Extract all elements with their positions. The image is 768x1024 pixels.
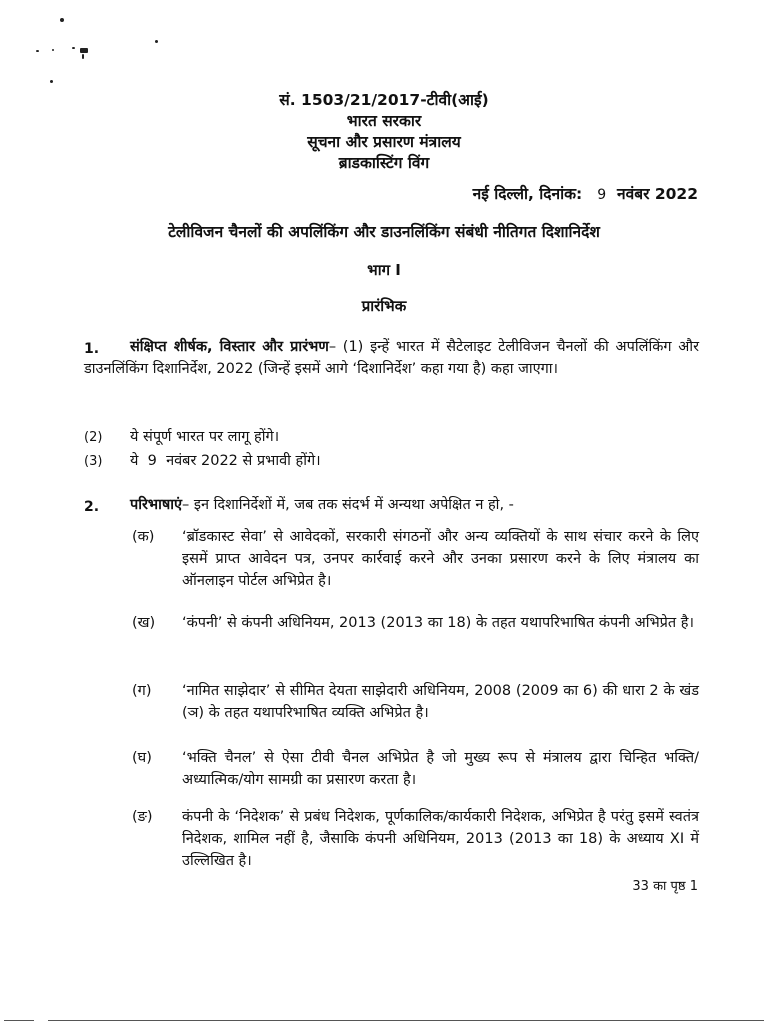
government-name: भारत सरकार	[346, 112, 422, 130]
clause-heading: परिभाषाएं	[130, 497, 183, 513]
wing-name: ब्राडकास्टिंग विंग	[338, 154, 430, 172]
item-text: ‘नामित साझेदार’ से सीमित देयता साझेदारी अधिनियम, 2008 (2009 का 6) की धारा 2 के खंड (ञ) के तहत यथापरिभाषित व्यक्ति अभिप्रेत है।	[182, 683, 699, 721]
page-number: 33 का पृष्ठ 1	[632, 879, 698, 894]
clause-heading: संक्षिप्त शीर्षक, विस्तार और प्रारंभण	[130, 339, 329, 355]
sub-clause-number: (2)	[84, 430, 103, 445]
document-title: टेलीविजन चैनलों की अपलिंकिंग और डाउनलिंकिंग संबंधी नीतिगत दिशानिर्देश	[168, 223, 600, 241]
item-label: (ग)	[132, 683, 152, 699]
clause-body: – (1) इन्हें भारत में सैटेलाइट टेलीविजन चैनलों की अपलिंकिंग और डाउनलिंकिंग दिशानिर्देश, 2022 (जिन्हें इसमें आगे ‘दिशानिर्देश’ कहा गया है) कहा जाएगा।	[84, 339, 699, 377]
item-text: कंपनी के ‘निदेशक’ से प्रबंध निदेशक, पूर्णकालिक/कार्यकारी निदेशक, अभिप्रेत है परंतु इसमें स्वतंत्र निदेशक, शामिल नहीं है, जैसाकि कंपनी अधिनियम, 2013 (2013 का 18) के अध्याय XI में उल्लिखित है।	[182, 809, 699, 869]
scan-edge-line	[48, 1020, 764, 1021]
clause-body: – इन दिशानिर्देशों में, जब तक संदर्भ में अन्यथा अपेक्षित न हो, -	[182, 497, 514, 513]
place-date	[473, 182, 698, 204]
clause-2-intro	[130, 494, 700, 516]
scan-edge-line	[4, 1020, 34, 1021]
item-text: ‘कंपनी’ से कंपनी अधिनियम, 2013 (2013 का 18) के तहत यथापरिभाषित कंपनी अभिप्रेत है।	[182, 615, 694, 631]
reference-number: सं. 1503/21/2017-टीवी(आई)	[279, 91, 489, 109]
item-label: (ख)	[132, 615, 156, 631]
date-month-year: नवंबर 2022	[617, 185, 698, 203]
sub-clause-text: ये 9 नवंबर 2022 से प्रभावी होंगे।	[130, 453, 321, 469]
item-text: ‘भक्ति चैनल’ से ऐसा टीवी चैनल अभिप्रेत है जो मुख्य रूप से मंत्रालय द्वारा चिन्हित भक्ति/अध्यात्मिक/योग सामग्री का प्रसारण करता है।	[182, 750, 699, 788]
item-label: (ङ)	[132, 809, 153, 825]
ministry-name: सूचना और प्रसारण मंत्रालय	[307, 133, 461, 151]
clause-number: 1.	[84, 341, 100, 357]
letter-header	[0, 90, 768, 174]
place-date-label: नई दिल्ली, दिनांक:	[472, 185, 583, 203]
sub-clause-2	[84, 426, 279, 449]
item-label: (क)	[132, 529, 155, 545]
sub-clause-3	[84, 450, 321, 473]
clause-1-text	[84, 336, 699, 380]
clause-number: 2.	[84, 499, 100, 515]
part-heading: भाग I	[367, 261, 401, 279]
section-title: प्रारंभिक	[361, 297, 407, 315]
item-text: ‘ब्रॉडकास्ट सेवा’ से आवेदकों, सरकारी संगठनों और अन्य व्यक्तियों के साथ संचार करने के लिए इसमें प्राप्त आवेदन पत्र, उनपर कार्रवाई करने और उनका प्रसारण करने के लिए मंत्रालय का ऑनलाइन पोर्टल अभिप्रेत है।	[182, 529, 699, 589]
item-label: (घ)	[132, 750, 152, 766]
sub-clause-number: (3)	[84, 454, 103, 469]
date-day: 9	[597, 187, 607, 203]
sub-clause-text: ये संपूर्ण भारत पर लागू होंगे।	[130, 429, 280, 445]
